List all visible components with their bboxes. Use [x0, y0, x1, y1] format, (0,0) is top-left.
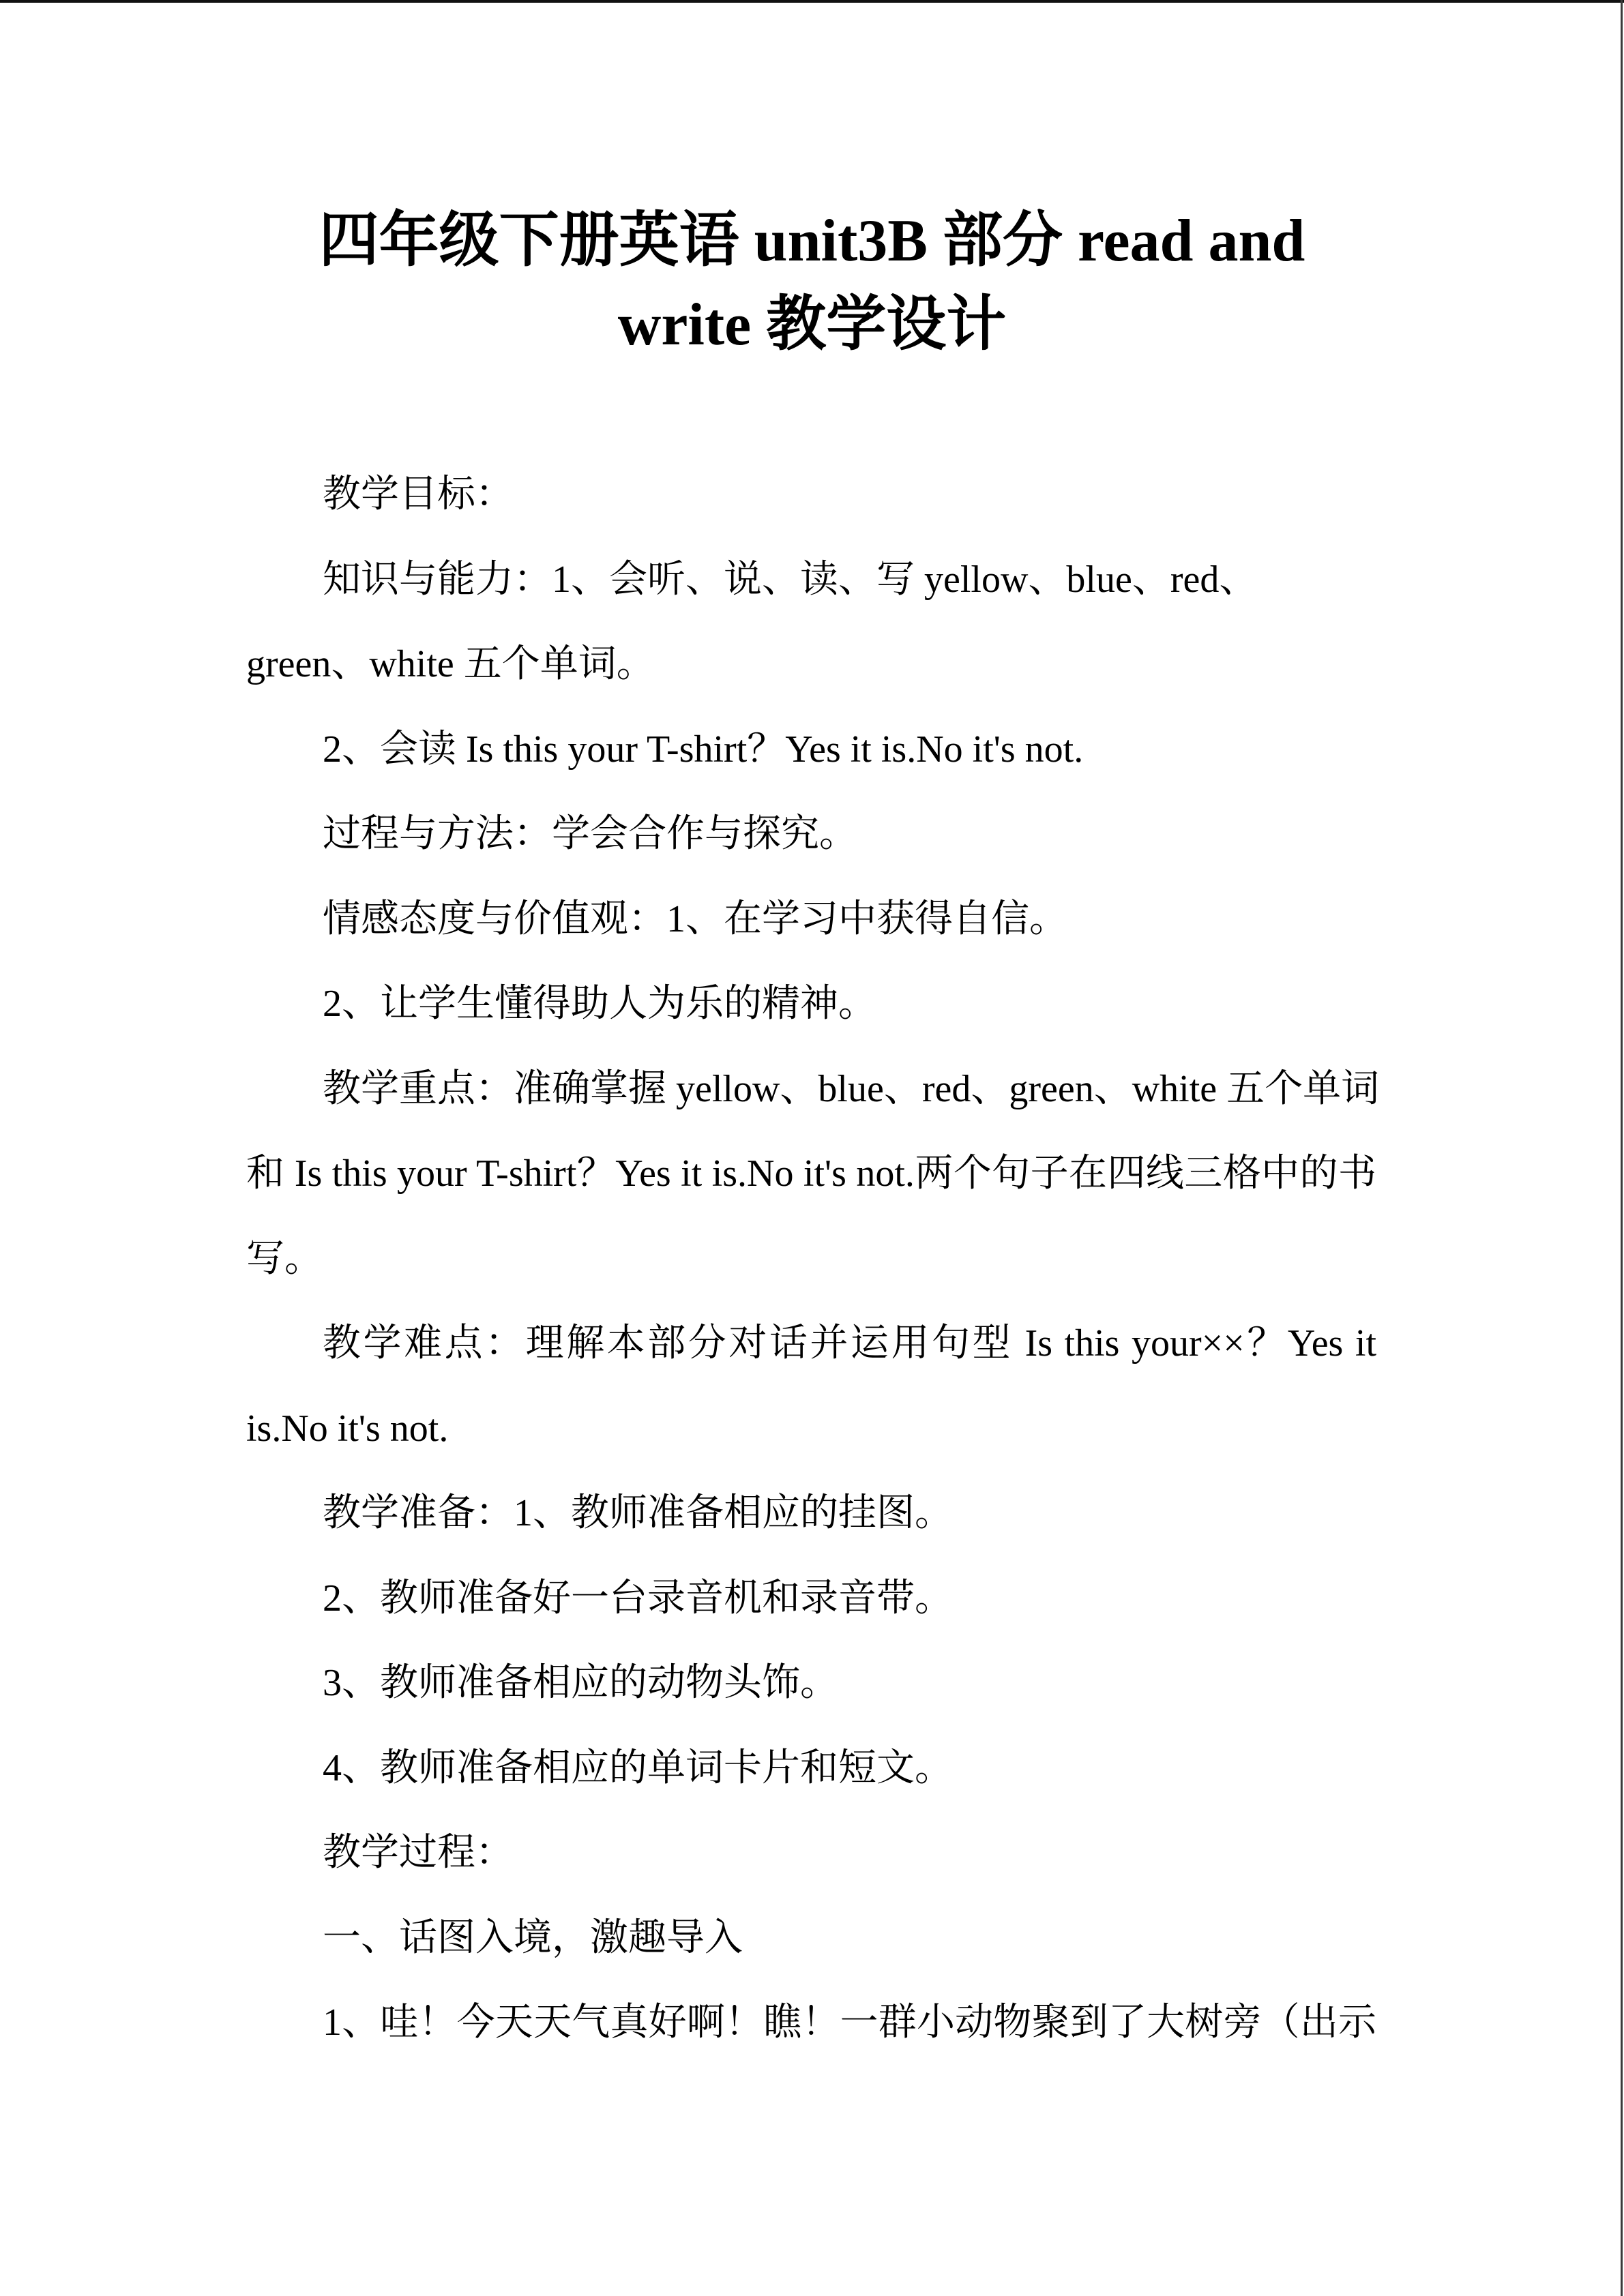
knowledge-ability-item-2: 2、会读 Is this your T-shirt？Yes it is.No it's not. [323, 728, 1084, 771]
difficulties-line-1: 教学难点：理解本部分对话并运用句型 Is this your××？Yes it [323, 1322, 1376, 1365]
process-method-line: 过程与方法：学会合作与探究。 [323, 813, 857, 855]
key-points-line-2: 和 Is this your T-shirt？Yes it is.No it's not.两个句子在四线三格中的书 [246, 1152, 1376, 1195]
title-line-2: write 教学设计 [617, 292, 1007, 358]
knowledge-ability-line-1: 知识与能力：1、会听、说、读、写 yellow、blue、red、 [323, 558, 1258, 601]
document-body [246, 452, 1380, 2066]
process-heading: 教学过程： [323, 1832, 514, 1874]
preparation-item-4: 4、教师准备相应的单词卡片和短文。 [323, 1746, 953, 1789]
difficulties-line-2: is.No it's not. [246, 1407, 449, 1450]
knowledge-ability-line-2: green、white 五个单词。 [246, 643, 655, 685]
preparation-item-2: 2、教师准备好一台录音机和录音带。 [323, 1577, 953, 1620]
page-border-top [0, 0, 1624, 3]
document-title [0, 199, 1624, 367]
key-points-line-3: 写。 [246, 1237, 323, 1280]
key-points-line-1: 教学重点：准确掌握 yellow、blue、red、green、white 五个单词 [323, 1067, 1380, 1110]
title-line-1: 四年级下册英语 unit3B 部分 read and [319, 208, 1305, 274]
objectives-heading: 教学目标： [323, 473, 514, 516]
process-step-1-heading: 一、话图入境，激趣导入 [323, 1916, 743, 1959]
emotion-values-item-1: 情感态度与价值观：1、在学习中获得自信。 [323, 897, 1067, 940]
preparation-item-3: 3、教师准备相应的动物头饰。 [323, 1662, 838, 1704]
process-step-1-text: 1、哇！今天天气真好啊！瞧！一群小动物聚到了大树旁（出示 [323, 2001, 1376, 2044]
preparation-item-1: 教学准备：1、教师准备相应的挂图。 [323, 1492, 953, 1534]
emotion-values-item-2: 2、让学生懂得助人为乐的精神。 [323, 983, 876, 1025]
